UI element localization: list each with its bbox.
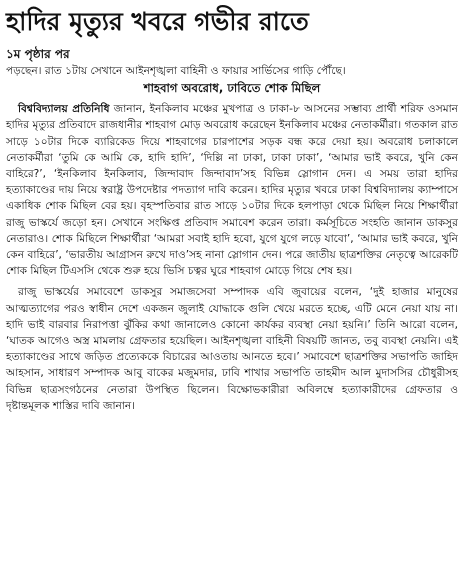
paragraph-1 [6, 101, 458, 279]
paragraph-2: রাজু ভাস্কর্যের সমাবেশে ডাকসুর সমাজসেবা সম্পাদক এবি জুবায়ের বলেন, ‘দুই হাজার মানুষের আত্মত্যাগের পরও স্বাধীন দেশে একজন জুলাই যোদ্ধাকে গুলি খেয়ে মরতে হচ্ছে, এটি মেনে নেয়া যায় না। হাদি ভাই বারবার নিরাপত্তা ঝুঁকির কথা জানালেও কোনো কার্যকর ব্যবস্থা নেয়া হয়নি।’ তিনি আরো বলেন, ‘ঘাতক আগেও অস্ত্র মামলায় গ্রেফতার হয়েছিল। আইনশৃঙ্খলা বাহিনী বিষয়টি জানত, তবু ব্যবস্থা নেয়নি। এই হত্যাকাণ্ডের সাথে জড়িত প্রত্যেককে বিচারের আওতায় আনতে হবে।’ সমাবেশে ছাত্রশক্তির সভাপতি জাহিদ আহসান, সাধারণ সম্পাদক আবু বাকের মজুমদার, ঢাবি শাখার সভাপতি তাহমীদ আল মুদাসসির চৌধুরীসহ বিভিন্ন ছাত্রসংগঠনের নেতারা উপস্থিত ছিলেন। বিক্ষোভকারীরা অবিলম্বে হত্যাকারীদের গ্রেফতার ও দৃষ্টান্তমূলক শাস্তির দাবি জানান। [6, 286, 458, 412]
headline: হাদির মৃত্যুর খবরে গভীর রাতে [6, 7, 309, 36]
paragraph-1-lead: বিশ্ববিদ্যালয় প্রতিনিধি [18, 103, 110, 116]
paragraph-1-body: জানান, ইনকিলাব মঞ্চের মুখপাত্র ও ঢাকা-৮ আসনের সম্ভাব্য প্রার্থী শরিফ ওসমান হাদির মৃত্যুর প্রতিবাদে রাজধানীর শাহবাগ মোড় অবরোধ করেছেন ইনকিলাব মঞ্চের নেতাকর্মীরা। গতকাল রাত সাড়ে ১০টার দিকে ব্যারিকেড দিয়ে শাহবাগের চারপাশের সড়ক বন্ধ করে দেয়া হয়। অবরোধ চলাকালে নেতাকর্মীরা ‘তুমি কে আমি কে, হাদি হাদি’, ‘দিল্লি না ঢাকা, ঢাকা ঢাকা’, ‘আমার ভাই কবরে, খুনি কেন বাহিরে?’, ‘ইনকিলাব ইনকিলাব, জিন্দাবাদ জিন্দাবাদ’সহ বিভিন্ন স্লোগান দেন। এ সময় তারা হাদির হত্যাকাণ্ডের দায় নিয়ে স্বরাষ্ট্র উপদেষ্টার পদত্যাগ দাবি করেন। হাদির মৃত্যুর খবরে ঢাকা বিশ্ববিদ্যালয় ক্যাম্পাসে একাধিক শোক মিছিল বের হয়। বৃহস্পতিবার রাত সাড়ে ১০টার দিকে হলপাড়া থেকে মিছিল নিয়ে শিক্ষার্থীরা রাজু ভাস্কর্যে জড়ো হন। সেখানে সংক্ষিপ্ত প্রতিবাদ সমাবেশ করেন তারা। কর্মসূচিতে সংহতি জানান ডাকসুর নেতারাও। শোক মিছিলে শিক্ষার্থীরা ‘আমরা সবাই হাদি হবো, যুগে যুগে লড়ে যাবো’, ‘আমার ভাই কবরে, খুনি কেন বাহিরে’, ‘ভারতীয় আগ্রাসন রুখে দাও’সহ নানা স্লোগান দেন। পরে জাতীয় ছাত্রশক্তির নেতৃত্বে আরেকটি শোক মিছিল টিএসসি থেকে শুরু হয়ে ভিসি চত্বর ঘুরে শাহবাগ মোড়ে গিয়ে শেষ হয়। [6, 103, 459, 278]
subheading: শাহবাগ অবরোধ, ঢাবিতে শোক মিছিল [143, 81, 321, 96]
first-line: পড়ছেন। রাত ১টায় সেখানে আইনশৃঙ্খলা বাহিনী ও ফায়ার সার্ভিসের গাড়ি পৌঁছে। [6, 65, 346, 77]
continued-from-label: ১ম পৃষ্ঠার পর [6, 47, 70, 61]
